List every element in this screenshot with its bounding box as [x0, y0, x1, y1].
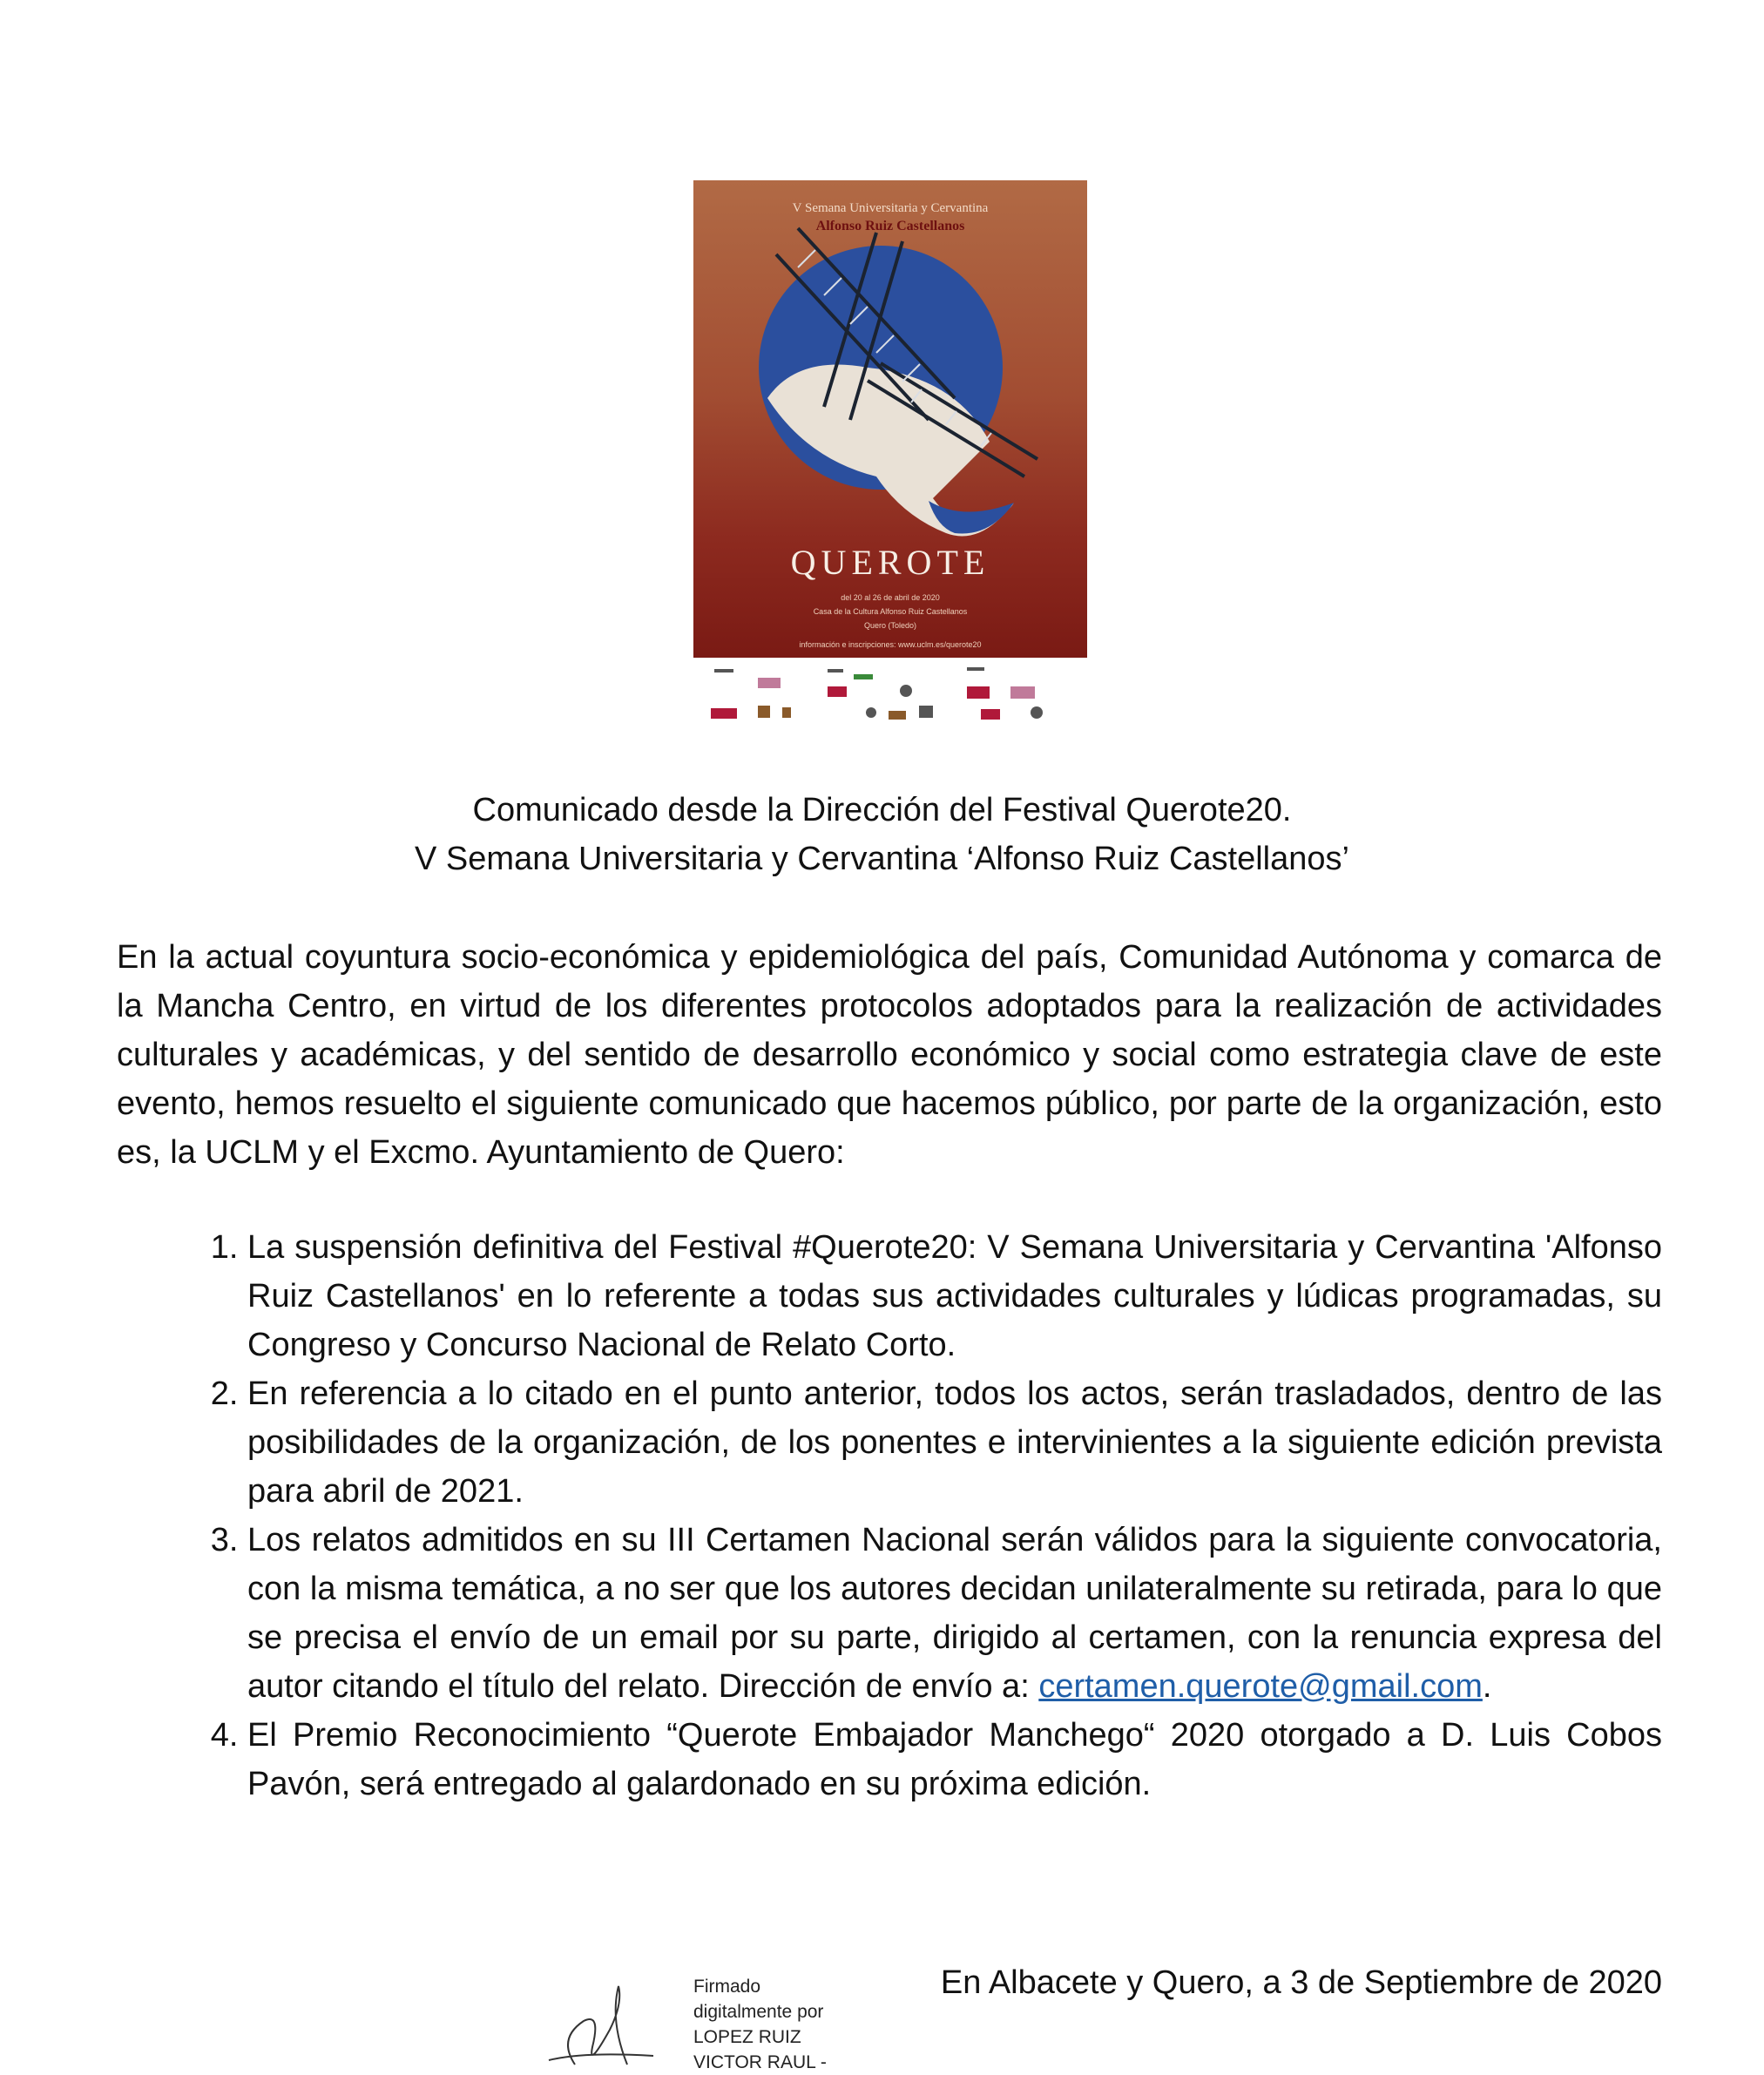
point-text: Los relatos admitidos en su III Certamen Nacional serán válidos para la siguiente convocatoria, con la misma temática, a no ser que los autores decidan unilateralmente su retirada, para lo que se precisa el envío de un email por su parte, dirigido al certamen, con la renuncia expresa del autor citando el título del relato. Dirección de envío a:: [247, 1522, 1662, 1705]
poster-title: QUEROTE: [790, 543, 990, 582]
poster-subtitle: V Semana Universitaria y Cervantina: [792, 201, 989, 215]
digital-signature-note: [693, 1974, 868, 2075]
place-date: En Albacete y Quero, a 3 de Septiembre de 2020: [940, 1964, 1662, 2001]
list-item: [247, 1223, 1662, 1369]
poster-honoree: Alfonso Ruiz Castellanos: [815, 219, 965, 233]
signature-line: LOPEZ RUIZ: [693, 2027, 801, 2047]
signature-line: Firmado: [693, 1977, 761, 1997]
sponsor-logos: [706, 660, 1080, 730]
list-item: [247, 1516, 1662, 1711]
intro-paragraph: En la actual coyuntura socio-económica y epidemiológica del país, Comunidad Autónoma y comarca de la Mancha Centro, en virtud de los diferentes protocolos adoptados para la realización de actividades culturales y académicas, y del sentido de desarrollo económico y social como estrategia clave de este evento, hemos resuelto el siguiente comunicado que hacemos público, por parte de la organización, esto es, la UCLM y el Excmo. Ayuntamiento de Quero:: [117, 939, 1662, 1171]
communique-subheading: V Semana Universitaria y Cervantina ‘Alfonso Ruiz Castellanos’: [415, 841, 1349, 877]
sponsor-logo: [758, 706, 906, 720]
sponsor-logo: [758, 678, 1035, 699]
point-text: La suspensión definitiva del Festival #Querote20: V Semana Universitaria y Cervantina 'Alfonso Ruiz Castellanos' en lo referente a todas sus actividades culturales y lúdicas programadas, su Congreso y Concurso Nacional de Relato Corto.: [247, 1229, 1662, 1363]
point-text: En referencia a lo citado en el punto anterior, todos los actos, serán trasladados, dentro de las posibilidades de la organización, de los ponentes e intervinientes a la siguiente edición prevista para abril de 2021.: [247, 1375, 1662, 1510]
signature-line: VICTOR RAUL -: [693, 2052, 827, 2072]
email-link[interactable]: certamen.querote@gmail.com: [1038, 1668, 1483, 1705]
sponsor-logo: [854, 674, 873, 679]
sponsor-logo: [711, 686, 1000, 720]
poster-dates: del 20 al 26 de abril de 2020: [841, 593, 940, 602]
windmill-illustration: [693, 180, 1087, 658]
resolution-list: [117, 1223, 1662, 1808]
communique-heading: Comunicado desde la Dirección del Festival Querote20.: [472, 792, 1292, 828]
handwritten-signature: [523, 1969, 662, 2074]
festival-poster: [693, 180, 1087, 658]
poster-town: Quero (Toledo): [863, 621, 917, 630]
list-item: [247, 1369, 1662, 1516]
signature-line: digitalmente por: [693, 2002, 824, 2022]
point-text: El Premio Reconocimiento “Querote Embajador Manchego“ 2020 otorgado a D. Luis Cobos Pavón, será entregado al galardonado en su próxima edición.: [247, 1717, 1662, 1802]
poster-info: información e inscripciones: www.uclm.es/querote20: [799, 640, 982, 649]
email-suffix: .: [1482, 1668, 1492, 1705]
poster-venue: Casa de la Cultura Alfonso Ruiz Castellanos: [813, 607, 968, 616]
list-item: [247, 1711, 1662, 1808]
